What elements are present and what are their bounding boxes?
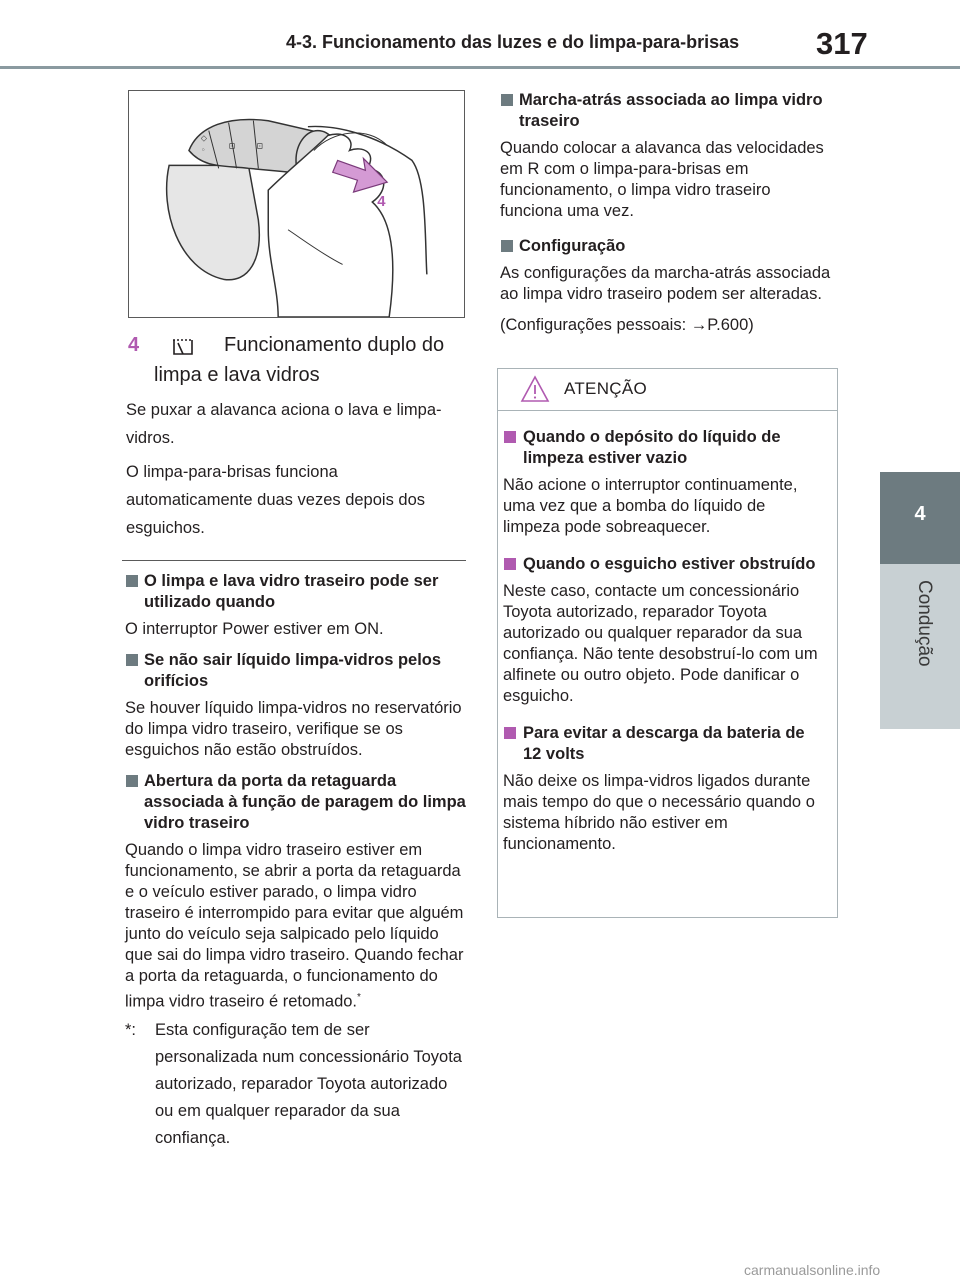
step-heading bbox=[122, 330, 468, 390]
warning-header bbox=[498, 369, 837, 411]
warning-body bbox=[498, 411, 837, 855]
step-number: 4 bbox=[128, 334, 140, 356]
section-bullet-icon bbox=[126, 654, 138, 666]
section-bullet-icon bbox=[126, 575, 138, 587]
watermark: carmanualsonline.info bbox=[744, 1262, 881, 1278]
footnote bbox=[122, 1017, 468, 1152]
chapter-number: 4 bbox=[914, 503, 926, 525]
svg-text:◦: ◦ bbox=[200, 145, 206, 155]
svg-text:⊡: ⊡ bbox=[228, 141, 236, 151]
step-paragraph-1: Se puxar a alavanca aciona o lava e limpa-vidros. bbox=[126, 401, 442, 447]
page-number: 317 bbox=[816, 26, 868, 61]
cross-reference: (Configurações pessoais: →P.600) bbox=[500, 316, 754, 334]
step-paragraph-2: O limpa-para-brisas funciona automaticamente duas vezes depois dos esguichos. bbox=[126, 463, 426, 537]
right-column bbox=[497, 80, 837, 336]
svg-text:⊡: ⊡ bbox=[256, 141, 263, 151]
section-text: O interruptor Power estiver em ON. bbox=[125, 620, 384, 638]
section-heading: Configuração bbox=[497, 236, 837, 257]
warning-section-text: Neste caso, contacte um concessionário Toyota autorizado, reparador Toyota autorizado ou qualquer reparador da sua confiança. Não tente desobstruí-lo com um alfinete ou outro objeto. Pode danificar o esguicho. bbox=[503, 582, 818, 705]
warning-section-text: Não deixe os limpa-vidros ligados durante mais tempo do que o necessário quando o sistema híbrido não estiver em funcionamento. bbox=[503, 772, 815, 853]
svg-text:◇: ◇ bbox=[200, 133, 207, 143]
section-bullet-icon bbox=[501, 240, 513, 252]
footnote-mark: *: bbox=[125, 1020, 137, 1039]
section-text: As configurações da marcha-atrás associada ao limpa vidro traseiro podem ser alteradas. bbox=[500, 264, 831, 303]
section-bullet-icon bbox=[126, 775, 138, 787]
warning-bullet-icon bbox=[504, 727, 516, 739]
rear-washer-icon bbox=[170, 334, 196, 358]
left-column bbox=[122, 330, 468, 1152]
section-text: Quando o limpa vidro traseiro estiver em funcionamento, se abrir a porta da retaguarda e o veículo estiver parado, o limpa vidro traseiro é interrompido para evitar que alguém junto do veículo seja salpicado pelo líquido que sai do limpa vidro traseiro. Quando fechar a porta da retaguarda, o funcionamento do limpa vidro traseiro é retomado.* bbox=[125, 841, 464, 1011]
warning-box bbox=[497, 368, 838, 918]
warning-section-heading: Para evitar a descarga da bateria de 12 volts bbox=[498, 723, 825, 765]
figure-callout-4: 4 bbox=[377, 193, 386, 210]
warning-bullet-icon bbox=[504, 558, 516, 570]
warning-triangle-icon bbox=[520, 375, 550, 403]
footnote-text: Esta configuração tem de ser personalizada num concessionário Toyota autorizado, reparador Toyota autorizado ou em qualquer reparador da sua confiança. bbox=[155, 1020, 462, 1147]
section-heading: Se não sair líquido limpa-vidros pelos orifícios bbox=[122, 650, 468, 692]
warning-title: ATENÇÃO bbox=[564, 379, 648, 398]
step-title: Funcionamento duplo do limpa e lava vidros bbox=[154, 334, 445, 386]
asterisk-mark: * bbox=[357, 992, 361, 1003]
section-divider bbox=[122, 560, 466, 561]
section-heading: Abertura da porta da retaguarda associada à função de paragem do limpa vidro traseiro bbox=[122, 771, 468, 834]
warning-section-text: Não acione o interruptor continuamente, uma vez que a bomba do líquido de limpeza pode sobreaquecer. bbox=[503, 476, 798, 536]
warning-section-heading: Quando o depósito do líquido de limpeza estiver vazio bbox=[498, 427, 825, 469]
header-rule bbox=[0, 66, 960, 69]
section-heading: O limpa e lava vidro traseiro pode ser utilizado quando bbox=[122, 571, 468, 613]
warning-bullet-icon bbox=[504, 431, 516, 443]
chapter-label: Condução bbox=[914, 580, 935, 667]
wiper-stalk-illustration bbox=[129, 91, 464, 317]
running-header-title: 4-3. Funcionamento das luzes e do limpa-para-brisas bbox=[286, 32, 740, 52]
wiper-lever-figure bbox=[128, 90, 465, 318]
section-text: Se houver líquido limpa-vidros no reservatório do limpa vidro traseiro, verifique se os esguichos não estão obstruídos. bbox=[125, 699, 462, 759]
section-bullet-icon bbox=[501, 94, 513, 106]
section-text: Quando colocar a alavanca das velocidades em R com o limpa-para-brisas em funcionamento, o limpa vidro traseiro funciona uma vez. bbox=[500, 139, 824, 220]
warning-section-heading: Quando o esguicho estiver obstruído bbox=[498, 554, 825, 575]
section-heading: Marcha-atrás associada ao limpa vidro traseiro bbox=[497, 90, 837, 132]
